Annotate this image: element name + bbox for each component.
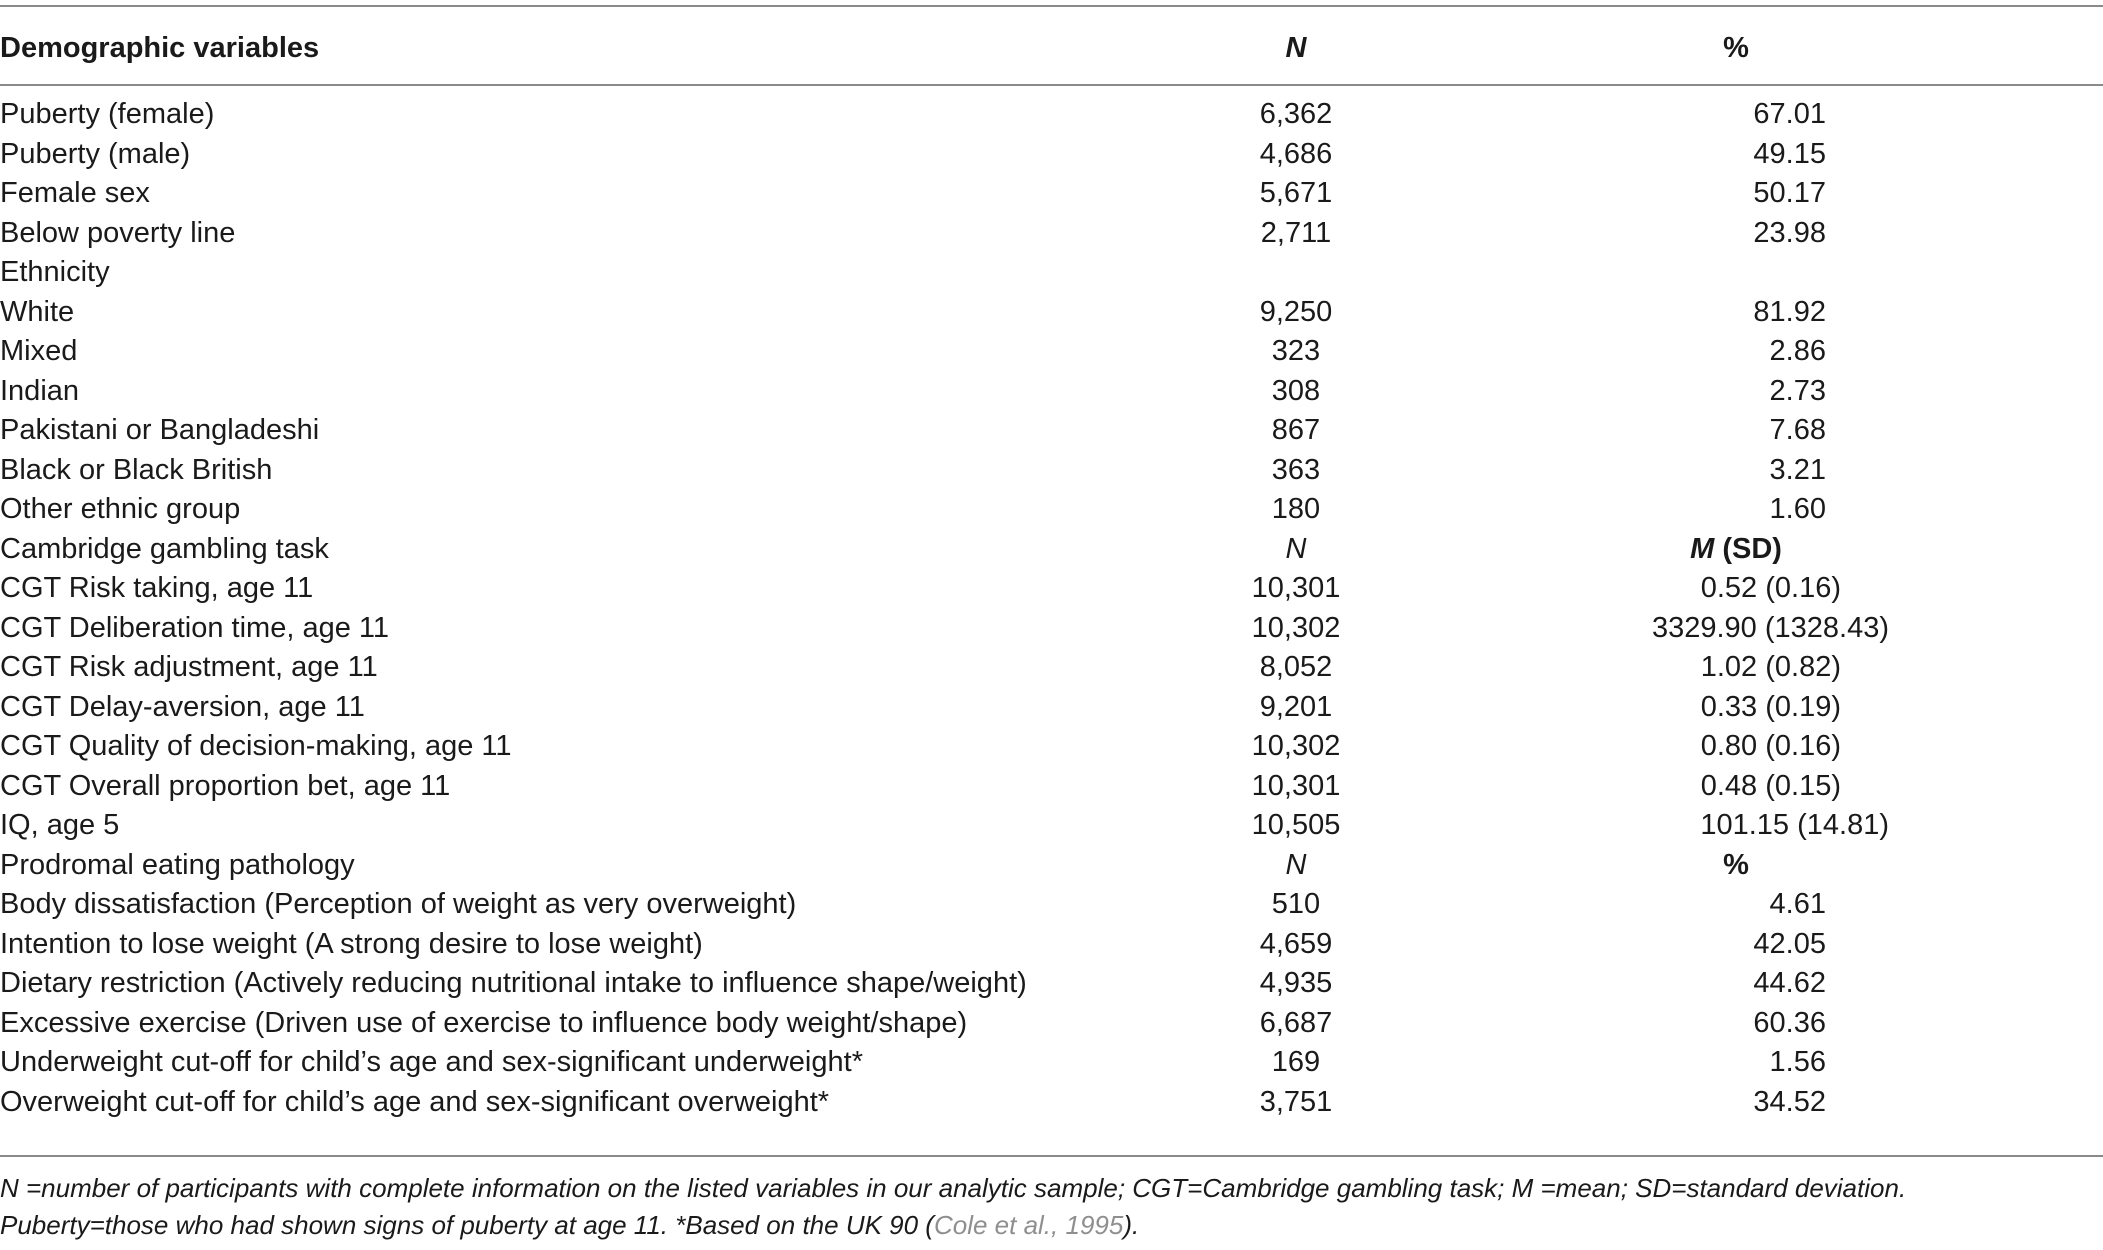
row-value: 2.73 [1769,374,1826,407]
table-row [0,372,2103,412]
row-n: 10,302 [1251,730,1341,763]
row-n: 10,301 [1251,769,1341,802]
section-row [0,253,2103,293]
row-n: 180 [1271,493,1321,526]
row-n: 6,687 [1259,1006,1333,1039]
table-header-row [0,0,2103,90]
row-label: Below poverty line [0,216,236,249]
footnote-line-1: N =number of participants with complete information on the listed variables in our analytic sample; CGT=Cambridge gambling task; M =mean; SD=standard deviation. [0,1173,1907,1203]
row-label: CGT Overall proportion bet, age 11 [0,769,451,802]
row-n: N [1285,532,1307,565]
row-n: 308 [1271,374,1321,407]
row-value: 0.33 (0.19) [1700,690,1841,723]
row-label: Overweight cut-off for child’s age and sex-significant overweight* [0,1085,830,1118]
row-n: 3,751 [1259,1085,1333,1118]
table-row [0,648,2103,688]
table-row [0,332,2103,372]
row-value: M (SD) [1690,532,1782,565]
row-n: 4,686 [1259,137,1333,170]
row-value: 1.02 (0.82) [1700,651,1841,684]
row-label: CGT Quality of decision-making, age 11 [0,730,512,763]
row-n: 10,301 [1251,572,1341,605]
row-label: Black or Black British [0,453,273,486]
row-label: Pakistani or Bangladeshi [0,414,320,447]
row-value: 1.60 [1769,493,1826,526]
table-row [0,964,2103,1004]
row-label: CGT Delay-aversion, age 11 [0,690,365,723]
citation-link[interactable]: Cole et al., 1995 [933,1210,1124,1240]
table-row [0,214,2103,254]
row-n: 2,711 [1260,216,1332,249]
header-n: N [1285,31,1307,64]
section-row [0,846,2103,886]
section-row [0,530,2103,570]
table-row [0,1083,2103,1123]
table-row [0,135,2103,175]
row-label: Cambridge gambling task [0,532,329,565]
row-n: 363 [1271,453,1321,486]
row-label: Mixed [0,335,78,368]
row-label: Indian [0,374,80,407]
table-row [0,490,2103,530]
table-footnote [0,1170,2103,1244]
row-value: 101.15 (14.81) [1700,809,1889,842]
row-label: CGT Risk taking, age 11 [0,572,314,605]
row-n: 6,362 [1259,98,1333,131]
row-n: 5,671 [1259,177,1333,210]
row-value: 49.15 [1753,137,1826,170]
header-demographic-variables: Demographic variables [0,31,320,64]
row-label: Underweight cut-off for child’s age and sex-significant underweight* [0,1046,863,1079]
row-value: 42.05 [1753,927,1826,960]
row-value: 60.36 [1753,1006,1826,1039]
row-label: Female sex [0,177,150,210]
row-label: Puberty (male) [0,137,191,170]
table-row [0,174,2103,214]
row-value: 0.52 (0.16) [1700,572,1841,605]
table-row [0,293,2103,333]
table-row [0,1004,2103,1044]
row-n: N [1285,848,1307,881]
table-row [0,95,2103,135]
footnote-line-2: Puberty=those who had shown signs of puberty at age 11. *Based on the UK 90 (Cole et al., 1995). [0,1210,1140,1240]
bottom-rule [0,1155,2103,1157]
row-value: 67.01 [1753,98,1826,131]
row-value: 23.98 [1753,216,1826,249]
header-percent: % [1723,31,1749,64]
row-value: 0.80 (0.16) [1700,730,1841,763]
row-value: % [1723,848,1749,881]
row-label: Ethnicity [0,256,110,289]
row-n: 9,250 [1259,295,1333,328]
row-label: Other ethnic group [0,493,241,526]
row-label: Excessive exercise (Driven use of exercise to influence body weight/shape) [0,1006,968,1039]
row-value: 50.17 [1753,177,1826,210]
row-n [1096,253,1496,293]
row-n: 169 [1271,1046,1321,1079]
row-value: 44.62 [1753,967,1826,1000]
row-value: 7.68 [1769,414,1826,447]
table-row [0,727,2103,767]
table-body [0,90,2103,1122]
row-value: 4.61 [1769,888,1826,921]
table-row [0,411,2103,451]
table-row [0,767,2103,807]
row-label: White [0,295,75,328]
row-label: Body dissatisfaction (Perception of weight as very overweight) [0,888,797,921]
row-n: 8,052 [1259,651,1333,684]
table-row [0,569,2103,609]
table-row [0,451,2103,491]
row-value: 3.21 [1769,453,1826,486]
row-n: 510 [1271,888,1321,921]
table-row [0,609,2103,649]
row-label: Puberty (female) [0,98,215,131]
row-value: 2.86 [1769,335,1826,368]
row-n: 4,659 [1259,927,1333,960]
row-n: 9,201 [1259,690,1333,723]
row-n: 323 [1271,335,1321,368]
row-value: 81.92 [1753,295,1826,328]
row-value [1496,253,2103,293]
row-label: Intention to lose weight (A strong desire to lose weight) [0,927,703,960]
row-label: IQ, age 5 [0,809,120,842]
row-n: 10,302 [1251,611,1341,644]
row-n: 4,935 [1259,967,1333,1000]
table-row [0,1043,2103,1083]
table-row [0,925,2103,965]
row-value: 1.56 [1769,1046,1826,1079]
row-label: CGT Deliberation time, age 11 [0,611,390,644]
row-value: 3329.90 (1328.43) [1651,611,1889,644]
row-n: 10,505 [1251,809,1341,842]
row-value: 0.48 (0.15) [1700,769,1841,802]
row-n: 867 [1271,414,1321,447]
table-row [0,806,2103,846]
row-label: CGT Risk adjustment, age 11 [0,651,378,684]
table-row [0,688,2103,728]
row-label: Prodromal eating pathology [0,848,355,881]
table-row [0,885,2103,925]
row-value: 34.52 [1753,1085,1826,1118]
row-label: Dietary restriction (Actively reducing nutritional intake to influence shape/weight) [0,967,1027,1000]
